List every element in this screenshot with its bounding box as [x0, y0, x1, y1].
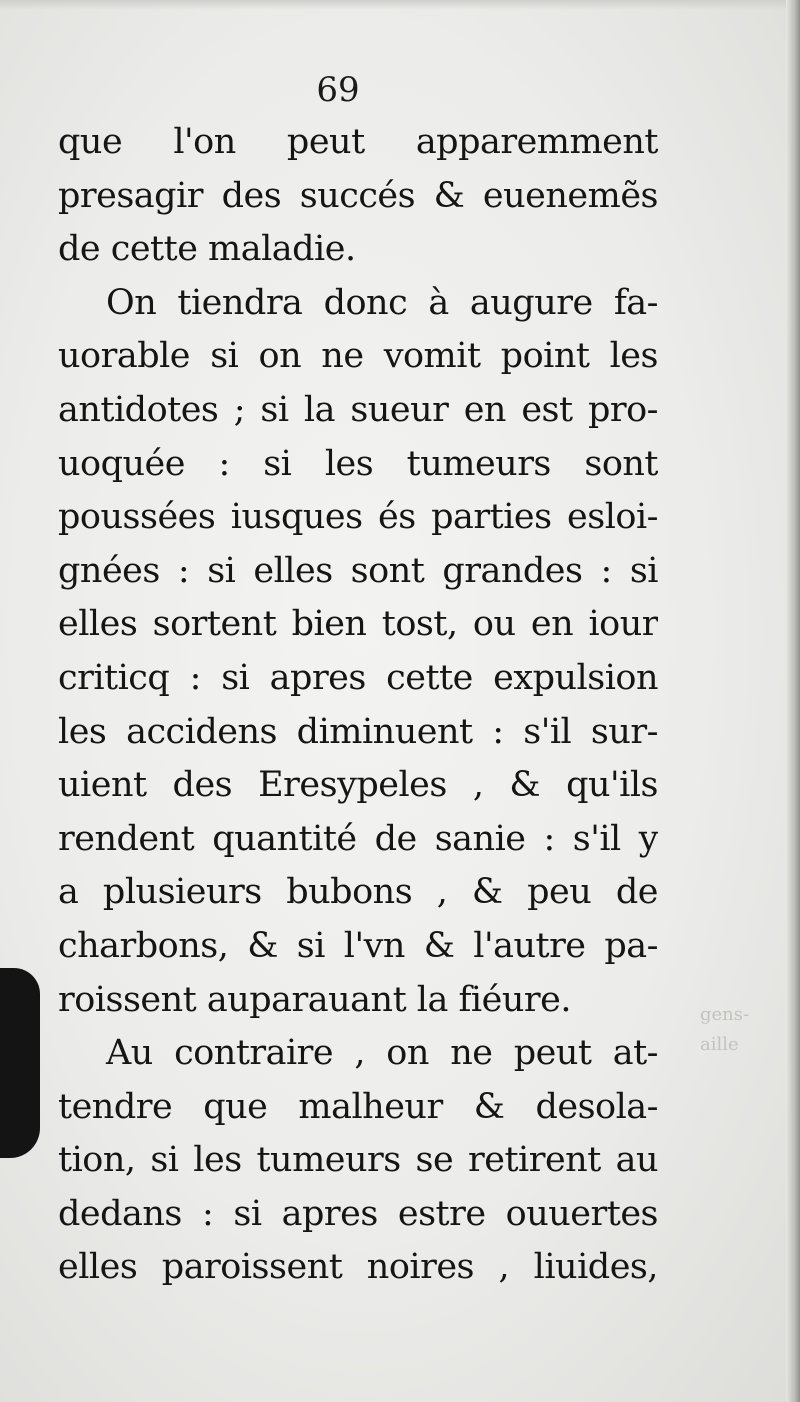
text-line: a plusieurs bubons , & peu de [58, 872, 658, 913]
page-number: 69 [316, 70, 360, 110]
text-line: antidotes ; si la sueur en est pro- [58, 389, 658, 430]
page-top-edge [0, 0, 800, 10]
text-line: gnées : si elles sont grandes : si [58, 550, 658, 591]
text-line: Au contraire , on ne peut at- [106, 1033, 658, 1074]
bleed-line-2: aille [700, 1034, 739, 1055]
bleed-through-text [700, 1000, 790, 1060]
text-line: rendent quantité de sanie : s'il y [58, 818, 658, 859]
page-right-edge [786, 0, 800, 1402]
text-line: uoquée : si les tumeurs sont [58, 443, 658, 484]
text-line: roissent auparauant la fiéure. [58, 979, 571, 1020]
text-line: tendre que malheur & desola- [58, 1086, 658, 1127]
text-line: presagir des succés & euenemẽs [58, 175, 658, 216]
text-line: elles paroissent noires , liuides, [58, 1247, 658, 1288]
text-line: poussées iusques és parties esloi- [58, 497, 658, 538]
text-line: que l'on peut apparemment [58, 122, 658, 162]
text-line: uorable si on ne vomit point les [58, 336, 658, 377]
text-line: criticq : si apres cette expulsion [58, 657, 658, 698]
page-text [58, 116, 658, 1295]
text-line: dedans : si apres estre ouuertes [58, 1193, 658, 1234]
text-line: uient des Eresypeles , & qu'ils [58, 765, 658, 806]
text-line: les accidens diminuent : s'il sur- [58, 711, 658, 752]
thumb-shadow-mark [0, 968, 40, 1158]
text-line: de cette maladie. [58, 229, 356, 270]
text-line: charbons, & si l'vn & l'autre pa- [58, 925, 658, 966]
text-line: tion, si les tumeurs se retirent au [58, 1140, 658, 1181]
text-line: On tiendra donc à augure fa- [106, 282, 658, 323]
bleed-line-1: gens- [700, 1004, 750, 1025]
text-line: elles sortent bien tost, ou en iour [58, 604, 658, 645]
